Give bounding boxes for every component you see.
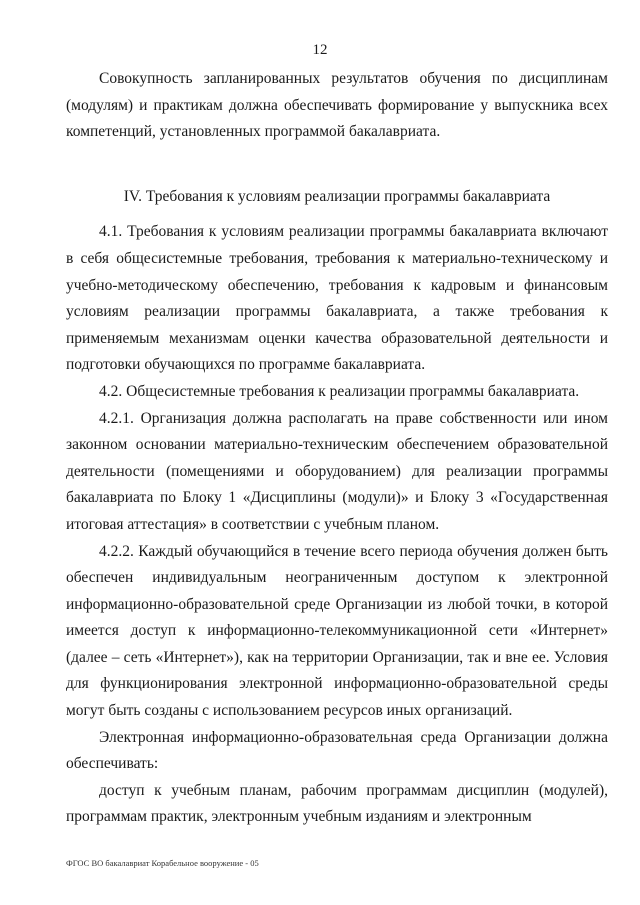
- section-heading: IV. Требования к условиям реализации программы бакалавриата: [123, 187, 551, 205]
- paragraph-competencies: Совокупность запланированных результатов обучения по дисциплинам (модулям) и практикам должна обеспечивать формирование у выпускника всех компетенций, установленных программой бакалавриата.: [66, 70, 608, 141]
- paragraph-4-2-1: 4.2.1. Организация должна располагать на праве собственности или ином законном основании материально-техническим обеспечением образовательной деятельности (помещениями и оборудованием) для реализации программы бакалавриата по Блоку 1 «Дисциплины (модули)» и Блоку 3 «Государственная итоговая аттестация» в соответствии с учебным планом.: [66, 409, 608, 533]
- paragraph-4-2-2: 4.2.2. Каждый обучающийся в течение всего периода обучения должен быть обеспечен индивидуальным неограниченным доступом к электронной информационно-образовательной среде Организации из любой точки, в которой имеется доступ к информационно-телекоммуникационной сети «Интернет» (далее – сеть «Интернет»), как на территории Организации, так и вне ее. Условия для функционирования электронной информационно-образовательной среды могут быть созданы с использованием ресурсов иных организаций.: [66, 542, 608, 720]
- paragraph-4-2: 4.2. Общесистемные требования к реализации программы бакалавриата.: [99, 382, 580, 400]
- page-number: 12: [312, 42, 328, 58]
- footer-text: ФГОС ВО бакалавриат Корабельное вооружение - 05: [66, 858, 259, 868]
- paragraph-access: доступ к учебным планам, рабочим программам дисциплин (модулей), программам практик, электронным учебным изданиям и электронным: [66, 781, 608, 826]
- paragraph-4-1: 4.1. Требования к условиям реализации программы бакалавриата включают в себя общесистемные требования, требования к материально-техническому и учебно-методическому обеспечению, требования к кадровым и финансовым условиям реализации программы бакалавриата, а также требования к применяемым механизмам оценки качества образовательной деятельности и подготовки обучающихся по программе бакалавриата.: [66, 223, 608, 374]
- paragraph-eios: Электронная информационно-образовательная среда Организации должна обеспечивать:: [66, 728, 608, 773]
- document-body: [66, 66, 608, 831]
